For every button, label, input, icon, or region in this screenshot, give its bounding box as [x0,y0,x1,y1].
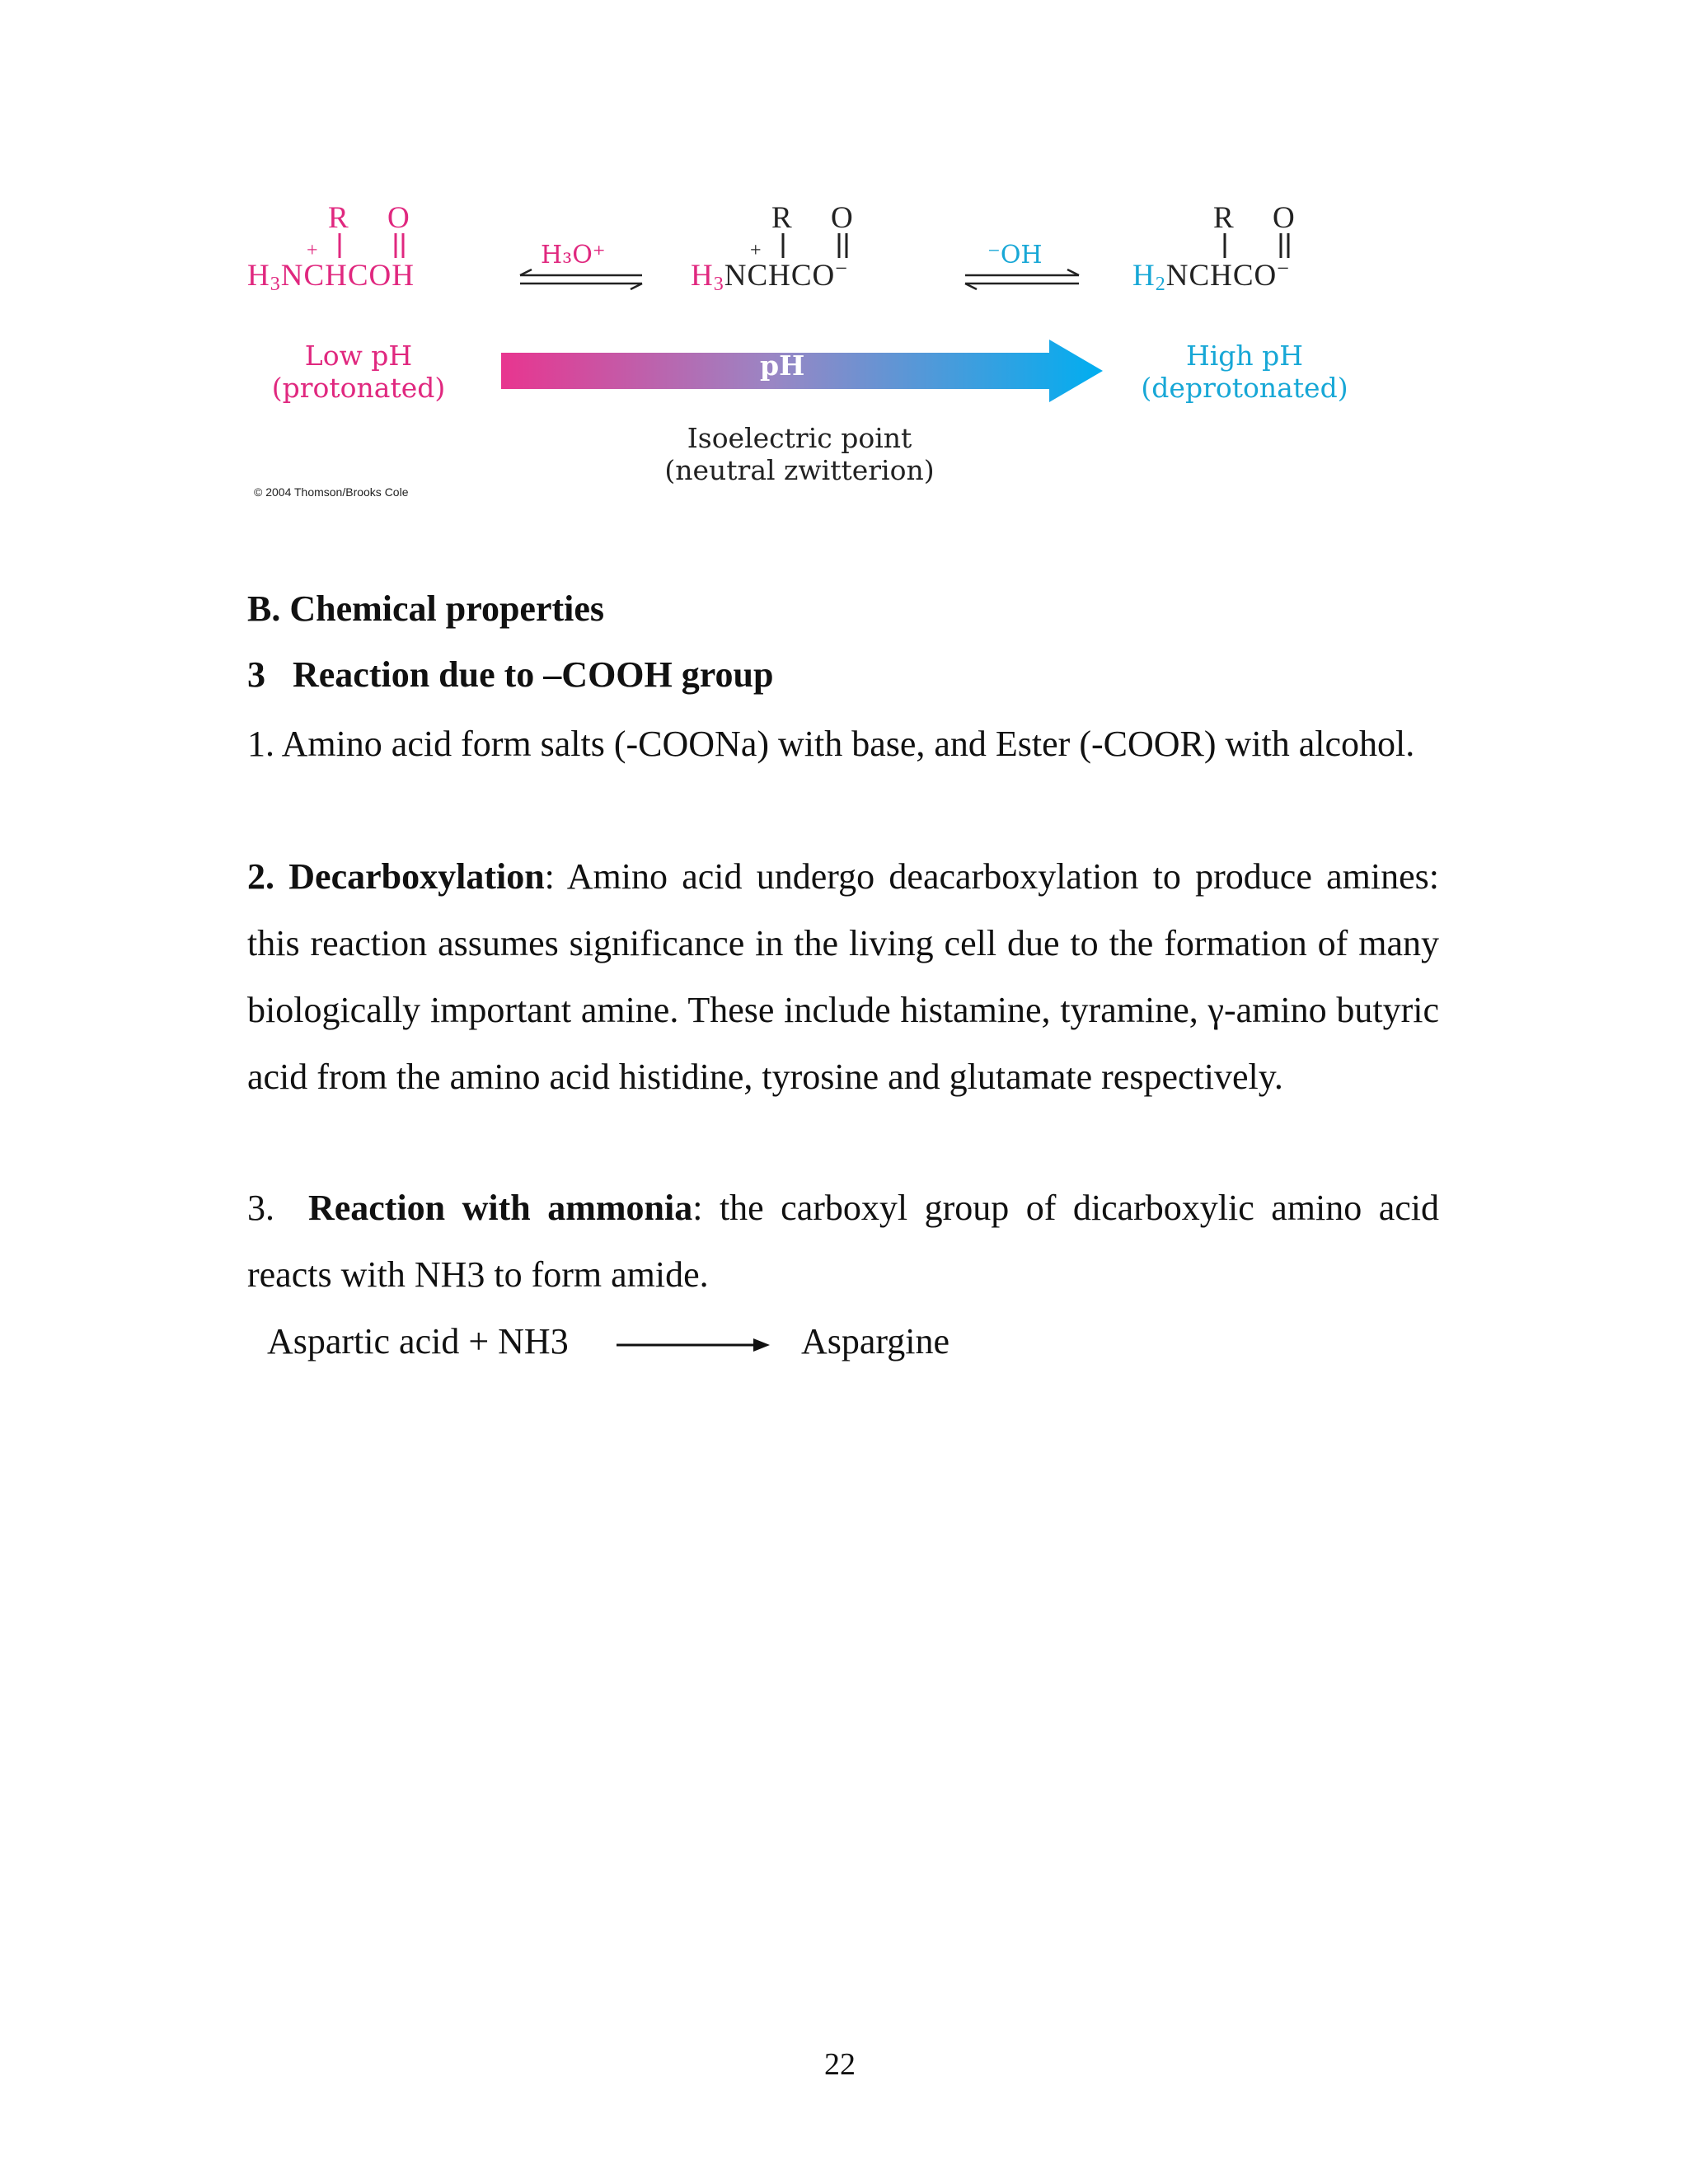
positive-charge: + [307,240,318,261]
reaction-product: Aspargine [801,1321,950,1361]
equilibrium-arrow-2-icon [960,269,1084,292]
base-condition-label: ⁻OH [987,241,1043,269]
positive-charge: + [750,240,762,261]
item-1-paragraph: 1. Amino acid form salts (-COONa) with base, and Ester (-COOR) with alcohol. [247,724,1415,764]
item-3-label: Reaction with ammonia [307,1188,693,1228]
high-ph-label: High pH (deprotonated) [1141,340,1348,404]
reaction-reactants: Aspartic acid + NH3 [267,1321,569,1361]
r-group: R [771,201,792,235]
item-2-label: 2. Decarboxylation [247,856,545,897]
item-2-body: : Amino acid undergo deacarboxylation to produce amines: this reaction assumes significance in the living cell due to the formation of many biologically important amine. These include histamine, tyramine, γ-amino butyric acid from the amino acid histidine, tyrosine and glutamate respectively. [247,856,1439,1097]
oxygen: O [1273,201,1295,235]
acid-condition-label: H₃O⁺ [541,241,606,269]
ph-arrow-label: pH [760,349,805,382]
oxygen: O [831,201,853,235]
item-3-number: 3. [247,1188,274,1228]
item-3-paragraph [247,1174,1439,1308]
copyright-notice: © 2004 Thomson/Brooks Cole [254,485,409,499]
formula: $H_3NCHCOH$ [247,259,415,295]
formula: $H_2NCHCO^-$ [1132,256,1290,295]
isoelectric-point-label: Isoelectric point (neutral zwitterion) [664,422,935,486]
reaction-arrow-icon [615,1335,771,1355]
section-heading: B. Chemical properties [247,588,605,629]
low-ph-label: Low pH (protonated) [271,340,446,404]
oxygen: O [387,201,410,235]
item-2-paragraph [247,843,1439,1110]
equilibrium-arrow-1-icon [515,269,647,292]
r-group: R [328,201,349,235]
formula: $H_3NCHCO^-$ [691,256,848,295]
page-number: 22 [824,2047,856,2082]
r-group: R [1213,201,1234,235]
item-3-body: : the carboxyl group of dicarboxylic amino acid reacts with NH3 to form amide. [247,1188,1439,1295]
molecule-deprotonated [1132,200,1479,299]
sub-heading: 3 Reaction due to –COOH group [247,654,774,695]
